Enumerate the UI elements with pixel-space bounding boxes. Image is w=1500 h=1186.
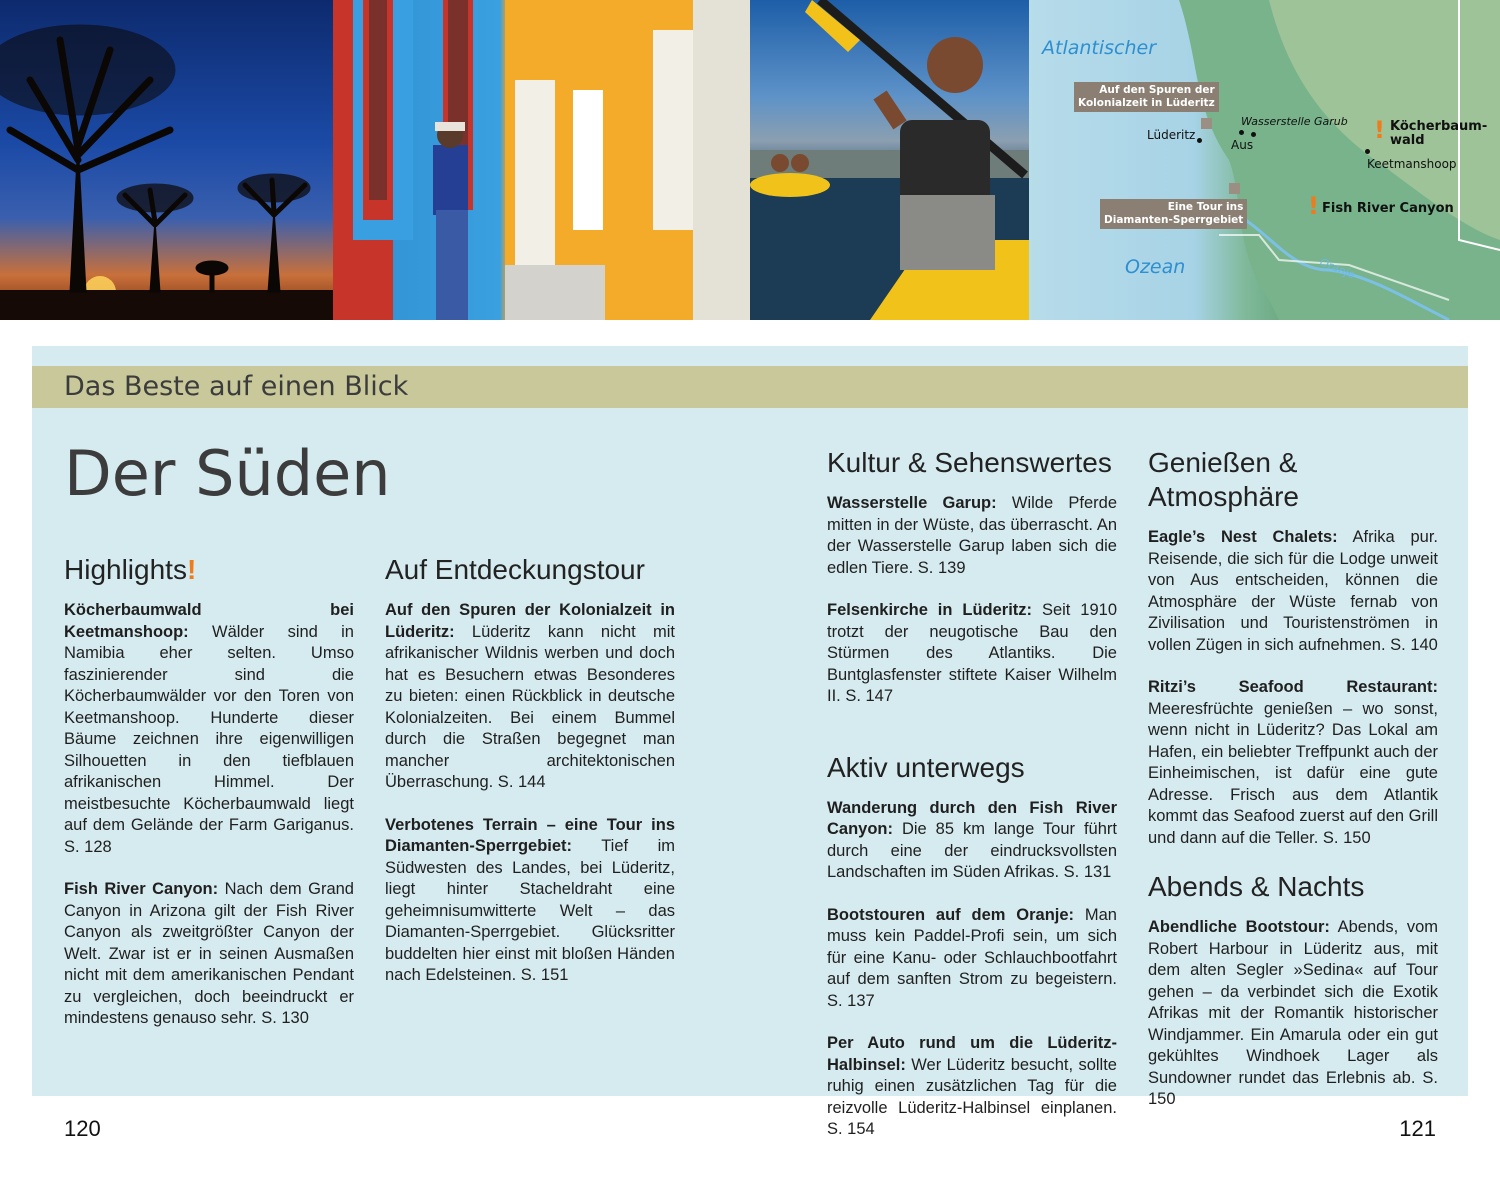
entry-fish-river-canyon (64, 879, 354, 1030)
quiver-tree-silhouette (0, 0, 333, 320)
heading-abends: Abends & Nachts (1148, 871, 1365, 902)
section-title: Das Beste auf einen Blick (64, 371, 409, 402)
entry-text: Afrika pur. Reisende, die sich für die Lodge unweit von Aus entscheiden, können die Atmosphäre der Wüste fernab von Zivilisation und Touristenströmen in vollen Zügen in sich aufnehmen. S. 140 (1148, 528, 1438, 654)
entry-eagles-nest (1148, 527, 1438, 656)
entry-text: Seit 1910 trotzt der neugotische Bau den Stürmen des Atlantiks. Die Buntglasfenster stiftete Kaiser Wilhelm II. S. 147 (827, 601, 1117, 705)
heading-kultur: Kultur & Sehenswertes (827, 447, 1112, 478)
heading-entdeckungstour: Auf Entdeckungstour (385, 554, 645, 585)
entry-abendliche-bootstour (1148, 917, 1438, 1111)
entry-title: Felsenkirche in Lüderitz: (827, 601, 1033, 619)
map-tour-marker-kolonialzeit (1201, 118, 1212, 129)
map-tour-diamanten[interactable]: Eine Tour ins Diamanten-Sperrgebiet (1100, 199, 1247, 229)
column-geniessen-abends (1148, 446, 1438, 1132)
map-town-luederitz: Lüderitz (1147, 128, 1196, 142)
column-entdeckungstour (385, 553, 675, 1008)
entry-text: Wilde Pferde mitten in der Wüste, das überrascht. An der Wasserstelle Garup laben sich die edlen Tiere. S. 139 (827, 494, 1117, 577)
entry-koecherbaumwald (64, 600, 354, 858)
map-highlight-fish-river[interactable]: Fish River Canyon (1322, 201, 1454, 216)
entry-felsenkirche (827, 600, 1117, 708)
heading-highlights (64, 553, 354, 587)
photo-kayak-oranje (750, 0, 1029, 320)
entry-text: Wer Lüderitz besucht, sollte ruhig einen zusätzlichen Tag für die reizvolle Lüderitz-Halbinsel einplanen. S. 154 (827, 1055, 1117, 1138)
entry-title: Köcherbaumwald bei Keetmanshoop: (64, 601, 354, 641)
map-sea-label-bottom: Ozean (1125, 256, 1186, 278)
entry-kolonialzeit (385, 600, 675, 794)
entry-title: Eagle’s Nest Chalets: (1148, 528, 1338, 546)
map-highlight-mark-fish-river: ! (1308, 192, 1319, 220)
entry-title: Auf den Spuren der Kolonialzeit in Lüderitz: (385, 601, 675, 641)
heading-highlights-text: Highlights (64, 554, 187, 585)
photo-luederitz-houses (333, 0, 750, 320)
page-number-right: 121 (1399, 1116, 1436, 1141)
map-town-dot-aus (1239, 130, 1244, 135)
page-title: Der Süden (64, 437, 391, 510)
entry-title: Verbotenes Terrain – eine Tour ins Diamanten-Sperrgebiet: (385, 815, 675, 855)
entry-text: Abends, vom Robert Harbour in Lüderitz aus, mit dem alten Segler »Sedina« auf Tour gehen – da verbindet sich die Exotik Afrikas mit der Romantik historischer Windjammer. Ein Amarula oder ein gut gekühltes Windhoek Lager als Sundowner rundet das Erlebnis ab. S. 150 (1148, 918, 1438, 1108)
map-town-aus: Aus (1231, 138, 1254, 152)
column-kultur-aktiv (827, 446, 1117, 1162)
entry-luederitz-halbinsel (827, 1033, 1117, 1141)
entry-text: Meeresfrüchte genießen – wo sonst, wenn nicht in Lüderitz? Das Lokal am Hafen, ein beliebter Treffpunkt auch der Einheimischen, ist dafür eine gute Adresse. Frisch aus dem Atlantik kommt das Seafood zuerst auf den Grill und dann auf die Teller. S. 150 (1148, 699, 1438, 847)
map-highlight-mark-koecherbaum: ! (1374, 116, 1385, 144)
entry-diamanten-sperrgebiet (385, 815, 675, 987)
map-town-dot-garub (1251, 132, 1256, 137)
entry-text: Nach dem Grand Canyon in Arizona gilt der Fish River Canyon als zweitgrößter Canyon der Welt. Zwar ist er in seinen Ausmaßen nicht mit dem amerikanischen Pendant zu vergleichen, doch beeindruckt er mindestens genauso sehr. S. 130 (64, 880, 354, 1027)
colonial-house-facades (333, 0, 750, 320)
column-highlights (64, 553, 354, 1051)
page-number-left: 120 (64, 1116, 101, 1141)
entry-text: Die 85 km lange Tour führt durch eine der eindrucksvollsten Landschaften im Süden Afrikas. S. 131 (827, 820, 1117, 881)
entry-bootstouren-oranje (827, 905, 1117, 1013)
map-town-garub: Wasserstelle Garub (1241, 115, 1348, 128)
entry-wanderung-fish-river (827, 798, 1117, 884)
photo-quiver-trees (0, 0, 333, 320)
highlight-exclamation-icon: ! (186, 554, 197, 585)
entry-title: Bootstouren auf dem Oranje: (827, 905, 1075, 924)
heading-geniessen: Genießen & Atmosphäre (1148, 447, 1299, 512)
map-highlight-koecherbaum[interactable]: Köcherbaum- wald (1390, 119, 1488, 148)
map-sea-label-top: Atlantischer (1042, 37, 1157, 59)
map-river-label: Oranje (1317, 255, 1357, 282)
entry-title: Fish River Canyon: (64, 880, 219, 898)
entry-text: Man muss kein Paddel-Profi sein, um sich für eine Kanu- oder Schlauchbootfahrt auf dem sanften Strom zu begeistern. S. 137 (827, 905, 1117, 1010)
entry-title: Abendliche Bootstour: (1148, 918, 1330, 936)
entry-title: Wanderung durch den Fish River Canyon: (827, 798, 1117, 838)
entry-wasserstelle-garup (827, 493, 1117, 579)
map-town-dot-luederitz (1197, 138, 1202, 143)
entry-title: Wasserstelle Garup: (827, 494, 997, 512)
entry-ritzis-seafood (1148, 677, 1438, 849)
entry-title: Per Auto rund um die Lüderitz-Halbinsel: (827, 1034, 1117, 1074)
map-tour-marker-diamanten (1229, 183, 1240, 194)
map-tour-kolonialzeit[interactable]: Auf den Spuren der Kolonialzeit in Lüderitz (1074, 82, 1219, 112)
entry-text: Wälder sind in Namibia eher selten. Umso faszinierender sind die Köcherbaumwälder vor den Toren von Keetmanshoop. Hunderte dieser Bäume zeichnen ihre eigenwilligen Silhouetten in den tiefblauen afrikanischen Himmel. Der meistbesuchte Köcherbaumwald liegt auf dem Gelände der Farm Gariganus. S. 128 (64, 622, 354, 856)
entry-text: Lüderitz kann nicht mit afrikanischer Wildnis werben und doch hat es Besuchern etwas Besonderes zu bieten: einen Rückblick in deutsche Kolonialzeiten. Bei einem Bummel durch die Straßen begegnet man mancher architektonischen Überraschung. S. 144 (385, 622, 675, 791)
kayaker-on-river (750, 0, 1029, 320)
map-town-keetmanshoop: Keetmanshoop (1367, 157, 1457, 171)
entry-title: Ritzi’s Seafood Restaurant: (1148, 678, 1438, 696)
map-south-namibia (1029, 0, 1500, 320)
map-town-dot-keetmanshoop (1365, 149, 1370, 154)
entry-text: Tief im Südwesten des Landes, bei Lüderitz, liegt hinter Stacheldraht eine geheimnisumwitterte Welt – das Diamanten-Sperrgebiet. Glücksritter buddelten hier einst mit bloßen Händen nach Edelsteinen. S. 151 (385, 837, 675, 984)
heading-aktiv: Aktiv unterwegs (827, 751, 1025, 783)
